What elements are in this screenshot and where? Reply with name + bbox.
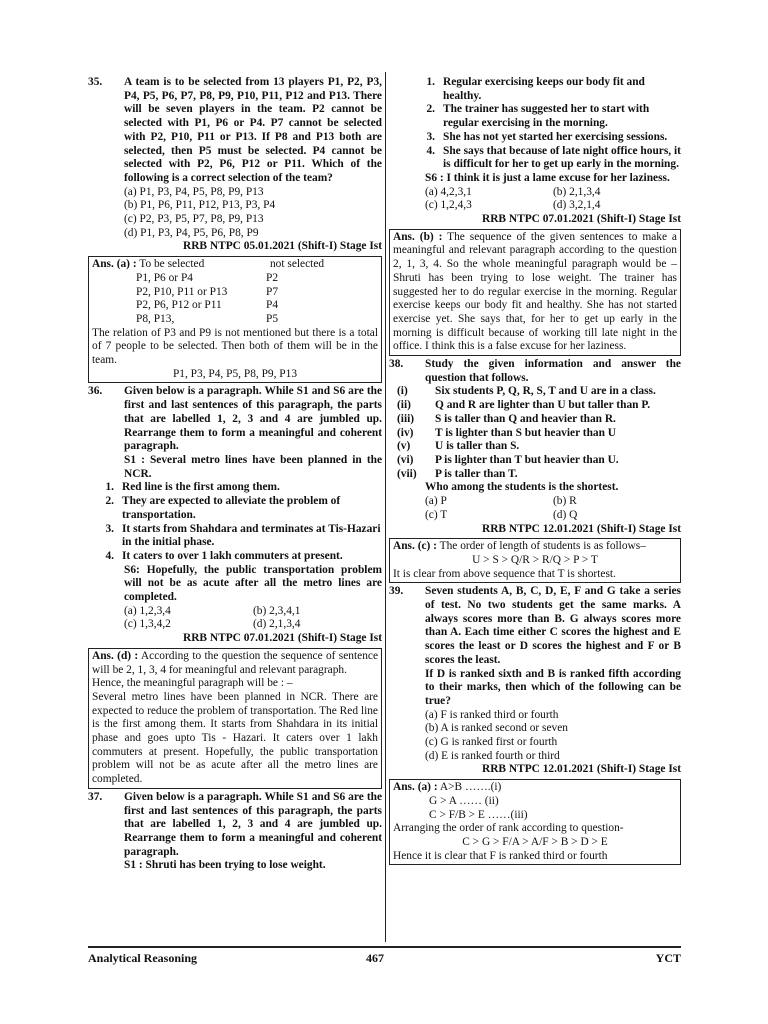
answer-order: U > S > Q/R > R/Q > P > T (472, 553, 598, 566)
question-stem: A team is to be selected from 13 players P1, P2, P3, P4, P5, P6, P7, P8, P9, P10, P11, P12 and P13. There will be seven players in the team. P2 cannot be selected with P1, P6 or P4. P7 cannot be selected with P2, P10, P11 or P13. If P8 and P13 both are selected, then P5 must be selected. P4 cannot be selected with P2, P6, P12 or P11. Which of the following is a correct selection of the team? (124, 76, 382, 184)
option-b: (b) P1, P6, P11, P12, P13, P3, P4 (124, 199, 276, 212)
table-cell: P1, P6 or P4 (136, 271, 193, 284)
list-item: (vi) P is lighter than T but heavier than U. (397, 453, 619, 466)
answer-box-39 (389, 779, 681, 865)
list-item: 3. She has not yet started her exercising sessions. (426, 130, 668, 143)
answer-text: Ans. (c) : The order of length of students is as follows– (393, 540, 646, 553)
answer-line: G > A …… (ii) (429, 794, 499, 807)
option-a: (a) P1, P3, P4, P5, P8, P9, P13 (124, 185, 264, 198)
answer-label: Ans. (c) : (393, 540, 437, 553)
question-37 (88, 791, 382, 860)
option-c: (c) P2, P3, P5, P7, P8, P9, P13 (124, 213, 264, 226)
answer-box-38 (389, 538, 681, 583)
list-item: 1. Regular exercising keeps our body fit and healthy. (426, 76, 645, 102)
answer-box-36 (88, 648, 382, 789)
option-d: (d) P1, P3, P4, P5, P6, P8, P9 (124, 226, 259, 239)
table-cell: P2, P6, P12 or P11 (136, 299, 222, 312)
sentence-s1: S1 : Shruti has been trying to lose weight. (124, 859, 326, 872)
list-item: (iv) T is lighter than S but heavier than U (397, 426, 617, 439)
option-a: (a) P (425, 495, 447, 508)
answer-line: C > G > F/A > A/F > B > D > E (462, 835, 608, 848)
answer-text: Ans. (d) : According to the question the sequence of sentence will be 2, 1, 3, 4 for meaningful and relevant paragraph. (92, 649, 378, 676)
option-c: (c) 1,2,4,3 (425, 199, 472, 212)
option-b: (b) 2,1,3,4 (553, 185, 601, 198)
exam-source: RRB NTPC 12.01.2021 (Shift-I) Stage Ist (481, 522, 681, 535)
question-39 (389, 585, 681, 667)
sentence-s6: S6: Hopefully, the public transportation problem will not be as acute after all the metro lines are completed. (124, 563, 382, 604)
table-cell: P8, P13, (136, 312, 175, 325)
answer-label: Ans. (b) : (393, 230, 443, 243)
list-item: (ii) Q and R are lighter than U but taller than P. (397, 399, 651, 412)
question-number: 36. (88, 385, 103, 398)
q37-options (389, 186, 681, 213)
option-a: (a) 1,2,3,4 (124, 604, 171, 617)
answer-line: Hence it is clear that F is ranked third or fourth (393, 849, 608, 862)
option-b: (b) 2,3,4,1 (253, 604, 301, 617)
list-item: 3. It starts from Shahdara and terminates at Tis-Hazari in the initial phase. (105, 522, 381, 549)
table-cell: P5 (266, 312, 279, 325)
question-36 (88, 385, 382, 454)
option-d: (d) 2,1,3,4 (253, 618, 301, 631)
list-item: (vii) P is taller than T. (397, 467, 518, 480)
answer-box-35 (88, 256, 382, 383)
table-cell: P4 (266, 299, 279, 312)
answer-line: Ans. (a) : A>B …….(i) (393, 781, 502, 794)
answer-label: Ans. (d) : (92, 649, 139, 662)
column-divider (385, 72, 386, 942)
question-stem: Study the given information and answer the question that follows. (425, 358, 681, 384)
answer-text: Hence, the meaningful paragraph will be : – (92, 677, 293, 690)
q36-options (88, 605, 382, 632)
question-stem-2: If D is ranked sixth and B is ranked fifth according to their marks, then which of the following can be true? (425, 667, 681, 707)
option-d: (d) E is ranked fourth or third (425, 749, 560, 762)
option-a: (a) F is ranked third or fourth (425, 708, 559, 721)
option-d: (d) 3,2,1,4 (553, 199, 601, 212)
question-stem: Seven students A, B, C, D, E, F and G take a series of test. No two students get the same marks. A always scores more than B. G always scores more than A. Each time either C scores the highest and E scores the least or D scores the highest and F or B scores the least. (425, 585, 681, 666)
exam-source: RRB NTPC 07.01.2021 (Shift-I) Stage Ist (182, 632, 382, 645)
page-footer (88, 946, 681, 965)
option-a: (a) 4,2,3,1 (425, 185, 472, 198)
question-number: 37. (88, 790, 103, 803)
left-column (88, 76, 382, 873)
answer-line: C > F/B > E ……(iii) (429, 808, 528, 821)
exam-source: RRB NTPC 07.01.2021 (Shift-I) Stage Ist (481, 213, 681, 226)
answer-text: Several metro lines have been planned in NCR. There are expected to reduce the problem of transportation. The Red line is the first among them. It starts from Shahdara in its initial phase and goes upto Tis - Hazari. It caters over 1 lakh commuters at present. Hopefully, the public transportation problem will not be as acute after all the metro lines are completed. (92, 690, 378, 786)
answer-note: The relation of P3 and P9 is not mentioned but there is a total of 7 people to be selected. Then both of them will be in the team. (92, 326, 378, 367)
list-item: (v) U is taller than S. (397, 440, 520, 453)
sentence-s1: S1 : Several metro lines have been planned in the NCR. (124, 453, 382, 480)
question-stem: Given below is a paragraph. While S1 and S6 are the first and last sentences of this paragraph, the parts that are labelled 1, 2, 3 and 4 are jumbled up. Rearrange them to form a meaningful and coherent paragraph. (124, 385, 382, 453)
option-d: (d) Q (553, 508, 578, 521)
footer-brand: YCT (655, 951, 681, 965)
selection-table (92, 272, 378, 327)
question-number: 38. (389, 358, 404, 371)
table-cell: P2 (266, 271, 279, 284)
exam-source: RRB NTPC 12.01.2021 (Shift-I) Stage Ist (481, 763, 681, 776)
question-number: 39. (389, 585, 404, 598)
answer-text: The sequence of the given sentences to make a meaningful and relevant paragraph according to the question 2, 1, 3, 4. So the whole meaningful paragraph would be – Shruti has been trying to lose weight. The trainer has suggested her to do regular exercise in the morning. Regular exercise keeps our body fit and healthy. She has not started exercise yet. She says that, for her to get up early in the morning is difficult because of working till late night in the office. I think this is a false excuse for her laziness. (393, 230, 677, 353)
question-ask: Who among the students is the shortest. (425, 481, 619, 494)
table-cell: P2, P10, P11 or P13 (136, 285, 228, 298)
option-b: (b) R (553, 495, 577, 508)
list-item: (iii) S is taller than Q and heavier than R. (397, 412, 616, 425)
table-cell: P7 (266, 285, 279, 298)
question-number: 35. (88, 76, 103, 88)
q38-options (389, 495, 681, 522)
col-head-selected: To be selected (139, 258, 205, 271)
option-c: (c) T (425, 508, 448, 521)
option-c: (c) 1,3,4,2 (124, 618, 171, 631)
exam-source: RRB NTPC 05.01.2021 (Shift-I) Stage Ist (182, 240, 382, 253)
q39-options (389, 709, 681, 764)
right-column (389, 76, 681, 867)
list-item: 4. It caters to over 1 lakh commuters at present. (105, 549, 343, 562)
col-head-not-selected: not selected (269, 258, 325, 271)
list-item: 2. They are expected to alleviate the problem of transportation. (105, 495, 341, 521)
question-35 (88, 76, 382, 186)
answer-conclusion: It is clear from above sequence that T is shortest. (393, 567, 616, 580)
sentence-s6: S6 : I think it is just a lame excuse for her laziness. (425, 171, 670, 184)
answer-line: Arranging the order of rank according to question- (393, 822, 624, 835)
option-c: (c) G is ranked first or fourth (425, 736, 558, 749)
answer-header (92, 258, 378, 272)
answer-label: Ans. (a) : (393, 781, 438, 794)
list-item: (i) Six students P, Q, R, S, T and U are in a class. (397, 385, 656, 398)
list-item: 2. The trainer has suggested her to start with regular exercising in the morning. (426, 103, 650, 130)
option-b: (b) A is ranked second or seven (425, 722, 568, 735)
question-stem: Given below is a paragraph. While S1 and S6 are the first and last sentences of this paragraph, the parts that are labelled 1, 2, 3 and 4 are jumbled up. Rearrange them to form a meaningful and coherent paragraph. (124, 790, 382, 858)
list-item: 1. Red line is the first among them. (105, 481, 280, 494)
answer-result: P1, P3, P4, P5, P8, P9, P13 (172, 367, 298, 380)
answer-label: Ans. (a) : (92, 258, 137, 271)
footer-subject: Analytical Reasoning (88, 951, 198, 965)
question-38 (389, 358, 681, 385)
list-item: 4. She says that because of late night office hours, it is difficult for her to get up early in the morning. (426, 144, 681, 171)
page-number: 467 (366, 951, 384, 965)
q35-options (88, 186, 382, 241)
answer-box-37 (389, 229, 681, 356)
